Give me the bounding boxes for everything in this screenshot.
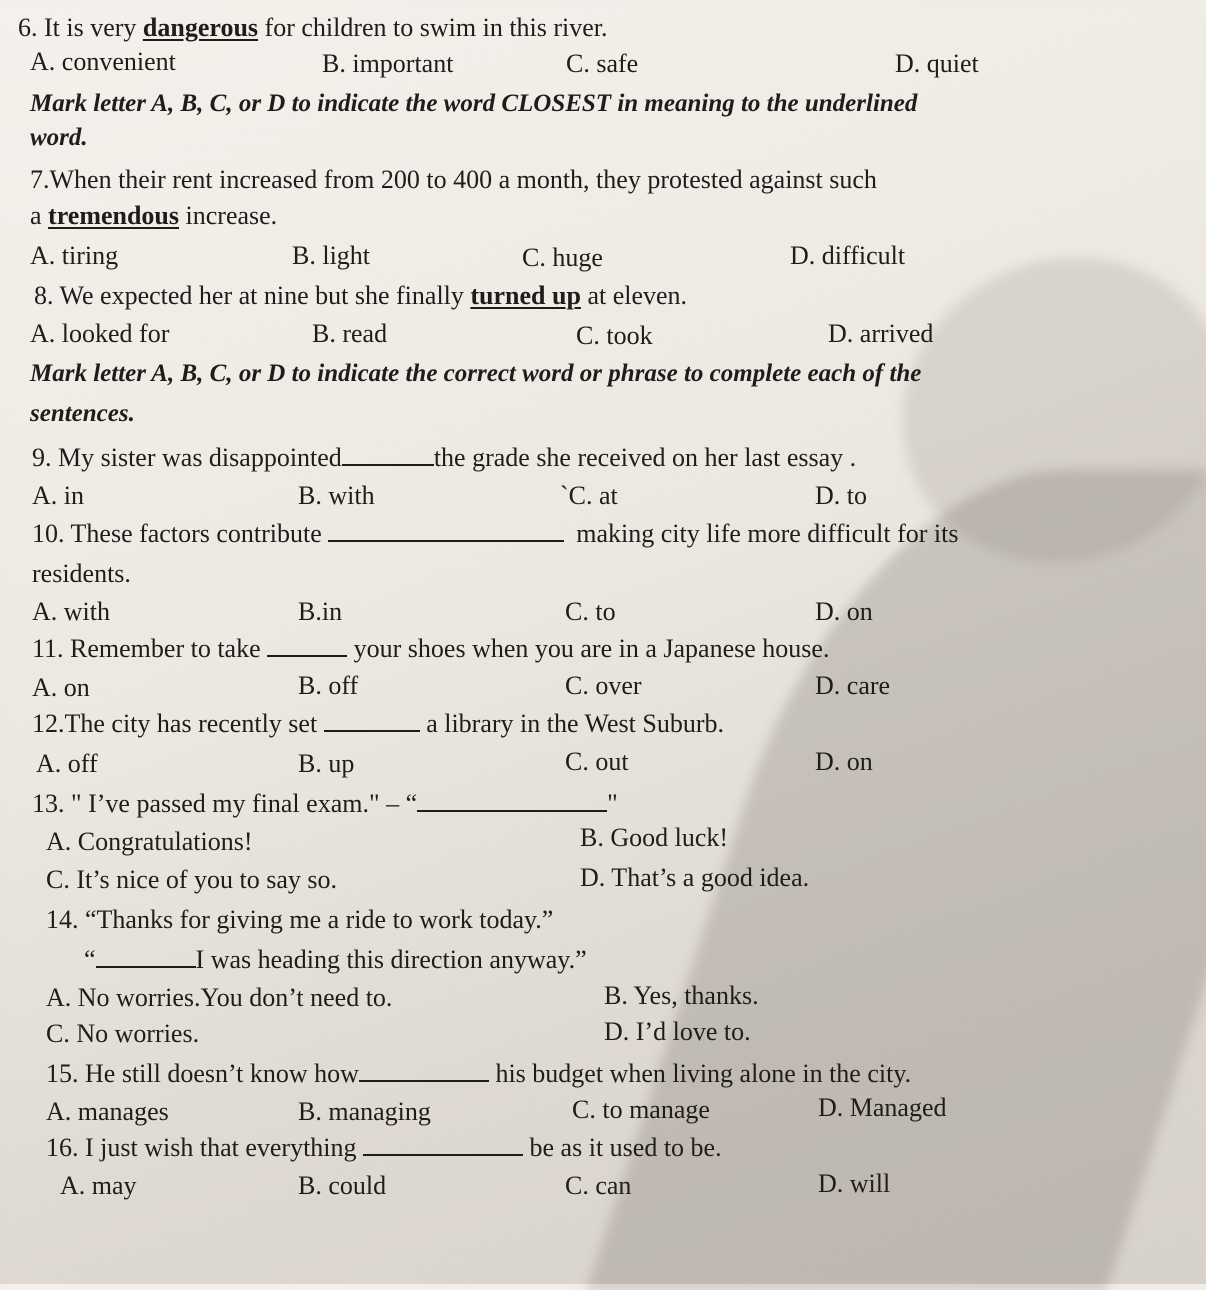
- q7-option-a: A. tiring: [30, 241, 119, 270]
- q16-option-c: C. can: [565, 1171, 632, 1200]
- question-7-line1: 7.When their rent increased from 200 to 400 a month, they protested against such: [30, 165, 877, 194]
- q7-option-b: B. light: [292, 241, 371, 270]
- q8-option-b: B. read: [312, 319, 388, 348]
- q6-option-c: C. safe: [566, 49, 639, 78]
- q16-option-a: A. may: [60, 1171, 137, 1200]
- q6-option-a: A. convenient: [30, 47, 176, 76]
- instruction-closest-line2: word.: [30, 124, 88, 151]
- q14-option-b: B. Yes, thanks.: [604, 981, 759, 1010]
- q14-option-d: D. I’d love to.: [604, 1017, 751, 1046]
- q16-option-b: B. could: [298, 1171, 387, 1200]
- question-11: 11. Remember to take your shoes when you are in a Japanese house.: [32, 634, 830, 663]
- q9-option-d: D. to: [815, 481, 867, 510]
- question-10: 10. These factors contribute making city life more difficult for its: [32, 519, 959, 548]
- underlined-word: tremendous: [48, 201, 180, 230]
- q10-option-a: A. with: [32, 597, 110, 626]
- q15-option-c: C. to manage: [572, 1095, 710, 1124]
- q10-option-c: C. to: [565, 597, 616, 626]
- q11-option-b: B. off: [298, 671, 359, 700]
- q8-option-a: A. looked for: [30, 319, 170, 348]
- answer-blank: [96, 944, 196, 968]
- q7-option-c: C. huge: [522, 243, 603, 272]
- q16-option-d: D. will: [818, 1169, 891, 1198]
- q11-option-c: C. over: [565, 671, 642, 700]
- question-7-line2: a tremendous increase.: [30, 201, 278, 230]
- question-15: 15. He still doesn’t know how his budget when living alone in the city.: [46, 1059, 912, 1088]
- question-8: 8. We expected her at nine but she finally turned up at eleven.: [34, 281, 688, 310]
- q10-option-d: D. on: [815, 597, 873, 626]
- instruction-complete-line2: sentences.: [30, 400, 135, 427]
- q13-option-d: D. That’s a good idea.: [580, 863, 810, 892]
- q8-option-d: D. arrived: [828, 319, 934, 348]
- answer-blank: [342, 442, 434, 466]
- q13-option-c: C. It’s nice of you to say so.: [46, 865, 338, 894]
- answer-blank: [328, 518, 564, 542]
- question-16: 16. I just wish that everything be as it used to be.: [46, 1133, 722, 1162]
- q11-option-a: A. on: [32, 673, 90, 702]
- answer-blank: [359, 1058, 489, 1082]
- question-9: 9. My sister was disappointed the grade she received on her last essay .: [32, 443, 857, 472]
- q9-option-b: B. with: [298, 481, 375, 510]
- question-6: 6. It is very dangerous for children to swim in this river.: [18, 13, 608, 42]
- instruction-complete-line1: Mark letter A, B, C, or D to indicate the correct word or phrase to complete each of the: [30, 360, 922, 387]
- q6-option-b: B. important: [322, 49, 454, 78]
- question-14-line1: 14. “Thanks for giving me a ride to work today.”: [46, 905, 554, 934]
- question-10-line2: residents.: [32, 559, 131, 588]
- q15-option-b: B. managing: [298, 1097, 431, 1126]
- question-14-line2: “ I was heading this direction anyway.”: [84, 945, 587, 974]
- q14-option-c: C. No worries.: [46, 1019, 200, 1048]
- answer-blank: [417, 788, 607, 812]
- underlined-phrase: turned up: [470, 281, 581, 310]
- underlined-word: dangerous: [142, 13, 259, 42]
- q8-option-c: C. took: [576, 321, 653, 350]
- answer-blank: [267, 633, 347, 657]
- answer-blank: [324, 708, 420, 732]
- q6-option-d: D. quiet: [895, 49, 979, 78]
- q12-option-b: B. up: [298, 749, 355, 778]
- q12-option-d: D. on: [815, 747, 873, 776]
- q11-option-d: D. care: [815, 671, 891, 700]
- answer-blank: [363, 1132, 523, 1156]
- instruction-closest-line1: Mark letter A, B, C, or D to indicate the word CLOSEST in meaning to the underlined: [30, 90, 918, 117]
- q9-option-c: `C. at: [560, 481, 618, 510]
- q13-option-a: A. Congratulations!: [46, 827, 253, 856]
- question-12: 12.The city has recently set a library in the West Suburb.: [32, 709, 725, 738]
- question-13: 13. " I’ve passed my final exam." – “ ": [32, 789, 618, 818]
- q12-option-a: A. off: [36, 749, 98, 778]
- q15-option-d: D. Managed: [818, 1093, 947, 1122]
- q12-option-c: C. out: [565, 747, 629, 776]
- q15-option-a: A. manages: [46, 1097, 169, 1126]
- q7-option-d: D. difficult: [790, 241, 906, 270]
- q14-option-a: A. No worries.You don’t need to.: [46, 983, 393, 1012]
- q13-option-b: B. Good luck!: [580, 823, 729, 852]
- q9-option-a: A. in: [32, 481, 84, 510]
- q10-option-b: B.in: [298, 597, 343, 626]
